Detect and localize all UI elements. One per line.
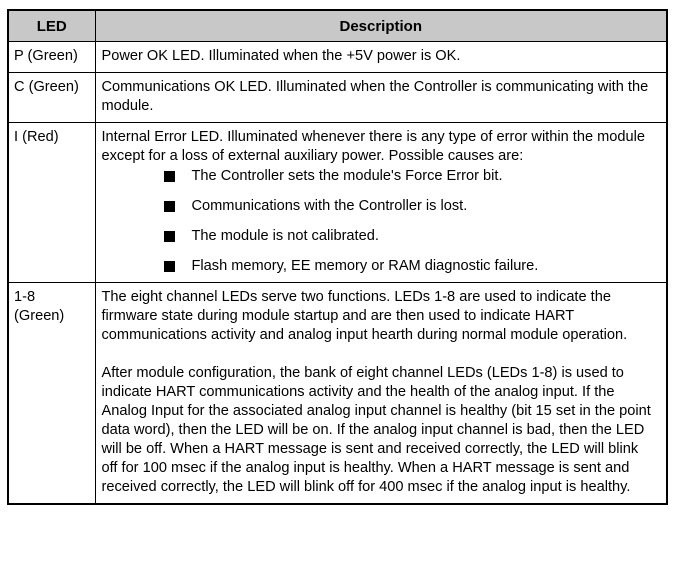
- list-item-text: The module is not calibrated.: [191, 228, 379, 244]
- led-name-cell: I (Red): [8, 123, 95, 283]
- led-column-header: LED: [8, 10, 95, 42]
- led-description-text: Internal Error LED. Illuminated whenever there is any type of error within the module except for a loss of external auxiliary power. Possible causes are:: [101, 129, 645, 164]
- led-name-cell: C (Green): [8, 73, 95, 123]
- list-item: [102, 257, 659, 276]
- filled-square-bullet-icon: [164, 231, 175, 242]
- led-description-table: [7, 9, 668, 505]
- list-item-text: Communications with the Controller is lost.: [191, 198, 468, 214]
- list-item: [102, 167, 659, 186]
- led-description-cell: [95, 123, 667, 283]
- table-row: [8, 73, 667, 123]
- table-header-row: [8, 10, 667, 42]
- led-name-cell: P (Green): [8, 42, 95, 73]
- filled-square-bullet-icon: [164, 261, 175, 272]
- table-row: [8, 123, 667, 283]
- led-description-cell: [95, 283, 667, 505]
- list-item: [102, 227, 659, 246]
- table-row: [8, 283, 667, 505]
- possible-causes-list: [102, 167, 659, 276]
- table-row: [8, 42, 667, 73]
- list-item-text: Flash memory, EE memory or RAM diagnostic failure.: [191, 258, 539, 274]
- list-item-text: The Controller sets the module's Force Error bit.: [191, 168, 503, 184]
- description-paragraph: After module configuration, the bank of eight channel LEDs (LEDs 1-8) is used to indicate HART communications activity and the health of the analog input. If the Analog Input for the associated analog input channel is healthy (bit 15 set in the point data word), then the LED will be on. If the analog input channel is bad, then the LED will be off. When a HART message is sent and received correctly, the LED will blink off for 100 msec if the analog input is healthy. When a HART message is sent and received correctly, the LED will blink off for 400 msec if the analog input is healthy.: [101, 365, 651, 495]
- description-column-header: Description: [95, 10, 667, 42]
- filled-square-bullet-icon: [164, 171, 175, 182]
- list-item: [102, 197, 659, 216]
- filled-square-bullet-icon: [164, 201, 175, 212]
- led-description-cell: Power OK LED. Illuminated when the +5V power is OK.: [95, 42, 667, 73]
- led-name-cell: 1-8 (Green): [8, 283, 95, 505]
- led-description-cell: Communications OK LED. Illuminated when the Controller is communicating with the module.: [95, 73, 667, 123]
- description-paragraph: The eight channel LEDs serve two functions. LEDs 1-8 are used to indicate the firmware state during module startup and are then used to indicate HART communications activity and analog input hearth during normal module operation.: [101, 289, 628, 343]
